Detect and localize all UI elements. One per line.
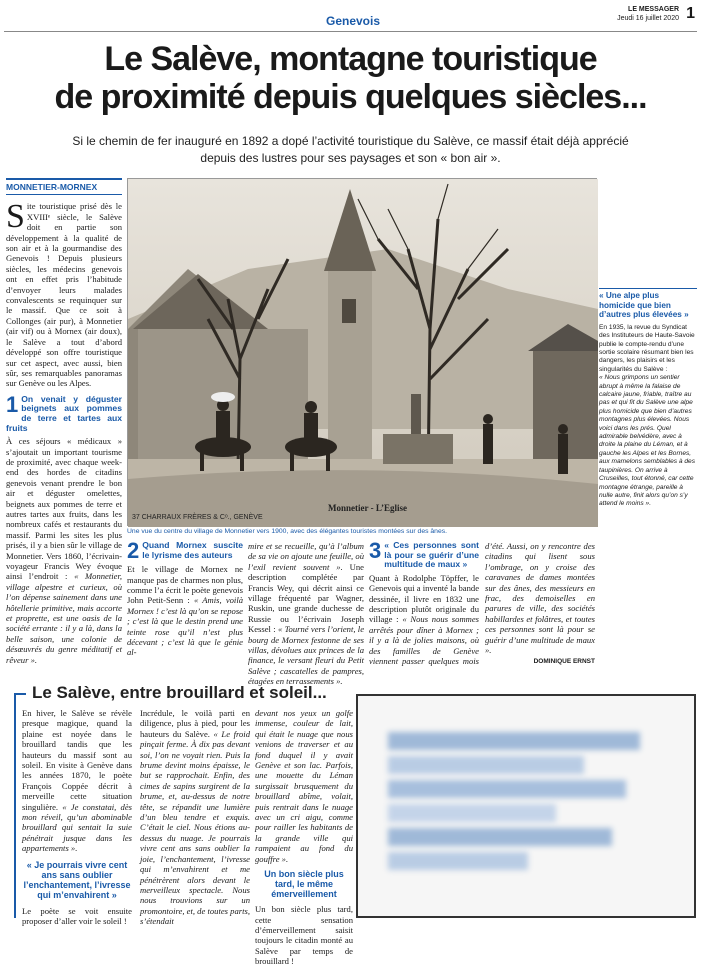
section-2-quote: « Amis, voilà Mornex ! c’est là qu’on se repose ; c’est là que le destin prend une teinte rose qu’il n’est plus décevant ; c’est là que le génie al-: [127, 595, 243, 658]
photo-illustration: [128, 179, 598, 527]
lower-col-2-quote: « Le froid pinçait ferme. À dix pas devant soi, l’on ne voyait rien. Puis la brume devint moins épaisse, le but se rapprochait. Enfin, des cimes de sapins surgirent de la brume, et, au-dessus de notre tête, se répandit une lumière d’un bleu tendre et exquis. C’était le ciel. Nous étions au-dessus du nuage. Je pourrais vivre cent ans sans oublier la joie, l’enchantement, l’ivresse qui m’envahirent et me pénétrèrent alors devant le merveilleux spectacle. Nous nous trouvions sur un promontoire, et, de toutes parts, s’étendait: [140, 728, 250, 927]
right-column: [599, 288, 697, 509]
photo-caption: Une vue du centre du village de Monnetier vers 1900, avec des élégantes touristes montées sur des ânes.: [127, 528, 448, 535]
header-rule: [4, 31, 697, 32]
subhead-3-number: 3: [369, 538, 382, 563]
intro-text: ite touristique prisé dès le XVIIIᵉ siècle, le Salève doit en partie son développement à la qualité de son air et à la gourmandise des Genevois ! Depuis plusieurs siècles, les médecins genevois ont en effet pris l’habitude d’envoyer leurs malades convalescents se requinquer sur le massif. Que ce soit à Collonges (air pur), à Monnetier (air vif) ou à Mornex (air doux), le Salève a tout d’abord développé son offre touristique sur cet aspect, avec aussi, bien sûr, ses remarquables panoramas sur Genève ou les Alpes.: [6, 201, 122, 389]
lead-line-2: depuis des lustres pour ses paysages et son « bon air ».: [200, 151, 501, 165]
mid-col-1: [127, 538, 243, 658]
issue-date: Jeudi 16 juillet 2020: [617, 15, 679, 22]
col2-text: Une description complétée par Francis Wey, qui décrit ainsi ce village fréquenté par Wagner, Ruskin, une grande duchesse de Russie ou l’écrivain Joseph Kessel :: [248, 561, 364, 635]
subhead-2-title: Quand Mornex suscite le lyrisme des auteurs: [142, 540, 243, 560]
pull-quote: « Je pourrais vivre cent ans sans oublier l’enchantement, l’ivresse qui m’envahirent »: [23, 859, 131, 900]
headline: [0, 40, 701, 116]
section-1-text: [6, 436, 122, 665]
subhead-3-title: « Ces personnes sont là pour se guérir d’une multitude de maux »: [384, 540, 479, 570]
section-1-quote: « Monnetier, village alpestre et curieux, où l’on dépense sainement dans une hôtellerie primitive, mais accorte et proprette, est une oasis de la société errante : il y a là, dans la belle saison, une colonie de désœuvrés du genre méditatif et rêveur ».: [6, 571, 122, 665]
page-number: 1: [686, 5, 695, 22]
lower-box-top-rule: [14, 693, 26, 695]
lower-col-3-text: Un bon siècle plus tard, cette sensation d’émerveillement saisit toujours le citadin monté au Salève par temps de brouillard !: [255, 904, 353, 967]
subhead-1-title: On venait y déguster beignets aux pommes de terre et tartes aux fruits: [6, 393, 122, 433]
section-3-body: Quant à Rodolphe Töpffer, le Genevois qui a inventé la bande dessinée, il livre en 1832 une description plutôt originale du village :: [369, 572, 480, 625]
lower-box-border: [14, 693, 18, 918]
right-column-quote: « Nous grimpons un sentier abrupt à même la falaise de calcaire jaune, friable, traître au pas et qui fit du Salève une alpe plus homicide que bien d’autres montagnes plus élevées. Nous voici dans les prés. Quel admirable belvédère, avec à droite la plaine du Léman, et à gauche les Alpes et les Bornes, aux mamelons semblables à des taupinières. On arrive à Cruseilles, tout étonné, car cette montagne étrange, pareille à nulle autre, finit alors qu’on s’y attend le moins ».: [599, 374, 696, 508]
left-column: [6, 178, 122, 665]
col2-quote-2: « Tourné vers l’orient, le bourg de Mornex festonne de ses villas, dévolues aux princes de la finance, le versant fleuri du Petit Salève ; cascatelles de pampres, étagées en terrassements ».: [248, 624, 365, 687]
blurred-ad-content: [388, 726, 668, 906]
dropcap: S: [6, 198, 25, 236]
subhead-3: [369, 538, 479, 570]
lower-subhead: Un bon siècle plus tard, le même émerveillement: [264, 869, 344, 900]
section-1-body: À ces séjours « médicaux » s’ajoutait un important tourisme de proximité, avec chaque week-end des hordes de citadins genevois venant prendre le bon air et déguster omelettes, beignets aux pommes de terre et autres tartes aux fruits, dans les nombreux cafés et restaurants du massif. Parmi les sites les plus prisés, il y a bien sûr le village de Monnetier. Vers 1860, l’écrivain-voyageur Francis Wey évoque ainsi l’endroit :: [6, 436, 122, 582]
author-signature: DOMINIQUE ERNST: [533, 658, 595, 666]
mid-col-3: [369, 538, 595, 668]
lower-col-1-text: En hiver, le Salève se révèle presque magique, quand la plaine est noyée dans le brouillard tandis que les hauteurs du massif sont au soleil. En visite à Genève dans les années 1870, le poète François Coppée décrit à merveille cette situation singulière.: [22, 708, 132, 812]
page-header: [0, 0, 701, 38]
subhead-1: [6, 391, 122, 433]
lower-col-2: [140, 708, 250, 927]
subhead-1-number: 1: [6, 391, 19, 417]
newspaper-name: LE MESSAGER: [628, 6, 679, 13]
col2-quote: mire et se recueille, qu’à l’album de sa vie on ajoute une feuille, où l’exil revient souvent ».: [248, 541, 364, 572]
section-2-text: [127, 564, 243, 658]
section-3-quote: « Nous nous sommes arrêtés pour dîner à Mornex ; il y a là de jolies maisons, où des familles de Genève viennent passer quelques mois d’été. Aussi, on y rencontre des citadins qui lisent sous l’ombrage, on y croise des caravanes de dames montées sur des ânes, des messieurs en frac, des demoiselles en parures de ville, des sociétés habillardes et folâtres, et toutes ces personnes sont là pour se guérir d’une multitude de maux ».: [369, 541, 595, 667]
lower-col-1-end: Le poète se voit ensuite proposer d’aller voir le soleil !: [22, 905, 132, 927]
subhead-2: [127, 538, 243, 563]
blurred-ad: [356, 694, 696, 918]
subhead-2-number: 2: [127, 538, 140, 563]
headline-line-2: de proximité depuis quelques siècles...: [54, 78, 647, 116]
lead: [20, 133, 681, 167]
historic-photo: [127, 178, 597, 526]
lower-col-3-quote: devant nos yeux un golfe immense, couleur de lait, qui était le nuage que nous venions de traverser et au fond duquel il y avait Genève et son lac. Parfois, une mouette du Léman surgissait brusquement du brouillard abîme, volait, puis rentrait dans le nuage avec un cri aigu, comme pour railler les habitants de la grande ville qui rampaient au fond du gouffre ».: [255, 708, 353, 864]
kicker: MONNETIER-MORNEX: [6, 178, 122, 195]
photo-credit: 37 CHARRAUX FRÈRES & Cᵒ., GENÈVE: [132, 514, 263, 521]
intro-paragraph: [6, 198, 122, 389]
lower-col-1: [22, 708, 132, 927]
lower-col-1-quote: « Je constatai, dès mon réveil, qu’un abominable brouillard qui sentait la suie pénétrait jusque dans les appartements ».: [22, 801, 132, 854]
lower-title: Le Salève, entre brouillard et soleil...: [32, 683, 327, 702]
section-2-body: Et le village de Mornex ne manque pas de charmes non plus, comme l’a écrit le poète genevois John Petit-Senn :: [127, 564, 243, 606]
lower-col-3: [255, 708, 353, 967]
right-column-title: « Une alpe plus homicide que bien d’autres plus élevées »: [599, 288, 697, 320]
lead-line-1: Si le chemin de fer inauguré en 1892 a dopé l’activité touristique du Salève, ce massif était déjà apprécié: [72, 134, 629, 148]
headline-line-1: Le Salève, montagne touristique: [104, 40, 597, 78]
lower-col-2-text: Incrédule, le voilà parti en diligence, plus à pied, pour les hauteurs du Salève.: [140, 708, 250, 739]
right-column-text: En 1935, la revue du Syndicat des Instituteurs de Haute-Savoie publie le compte-rendu d’une sortie scolaire résumant bien les dangers, les plaisirs et les singularités du Salève :: [599, 323, 695, 373]
section-name: Genevois: [326, 14, 381, 28]
photo-title: Monnetier - L’Eglise: [328, 503, 407, 513]
mid-col-2: [248, 541, 364, 687]
